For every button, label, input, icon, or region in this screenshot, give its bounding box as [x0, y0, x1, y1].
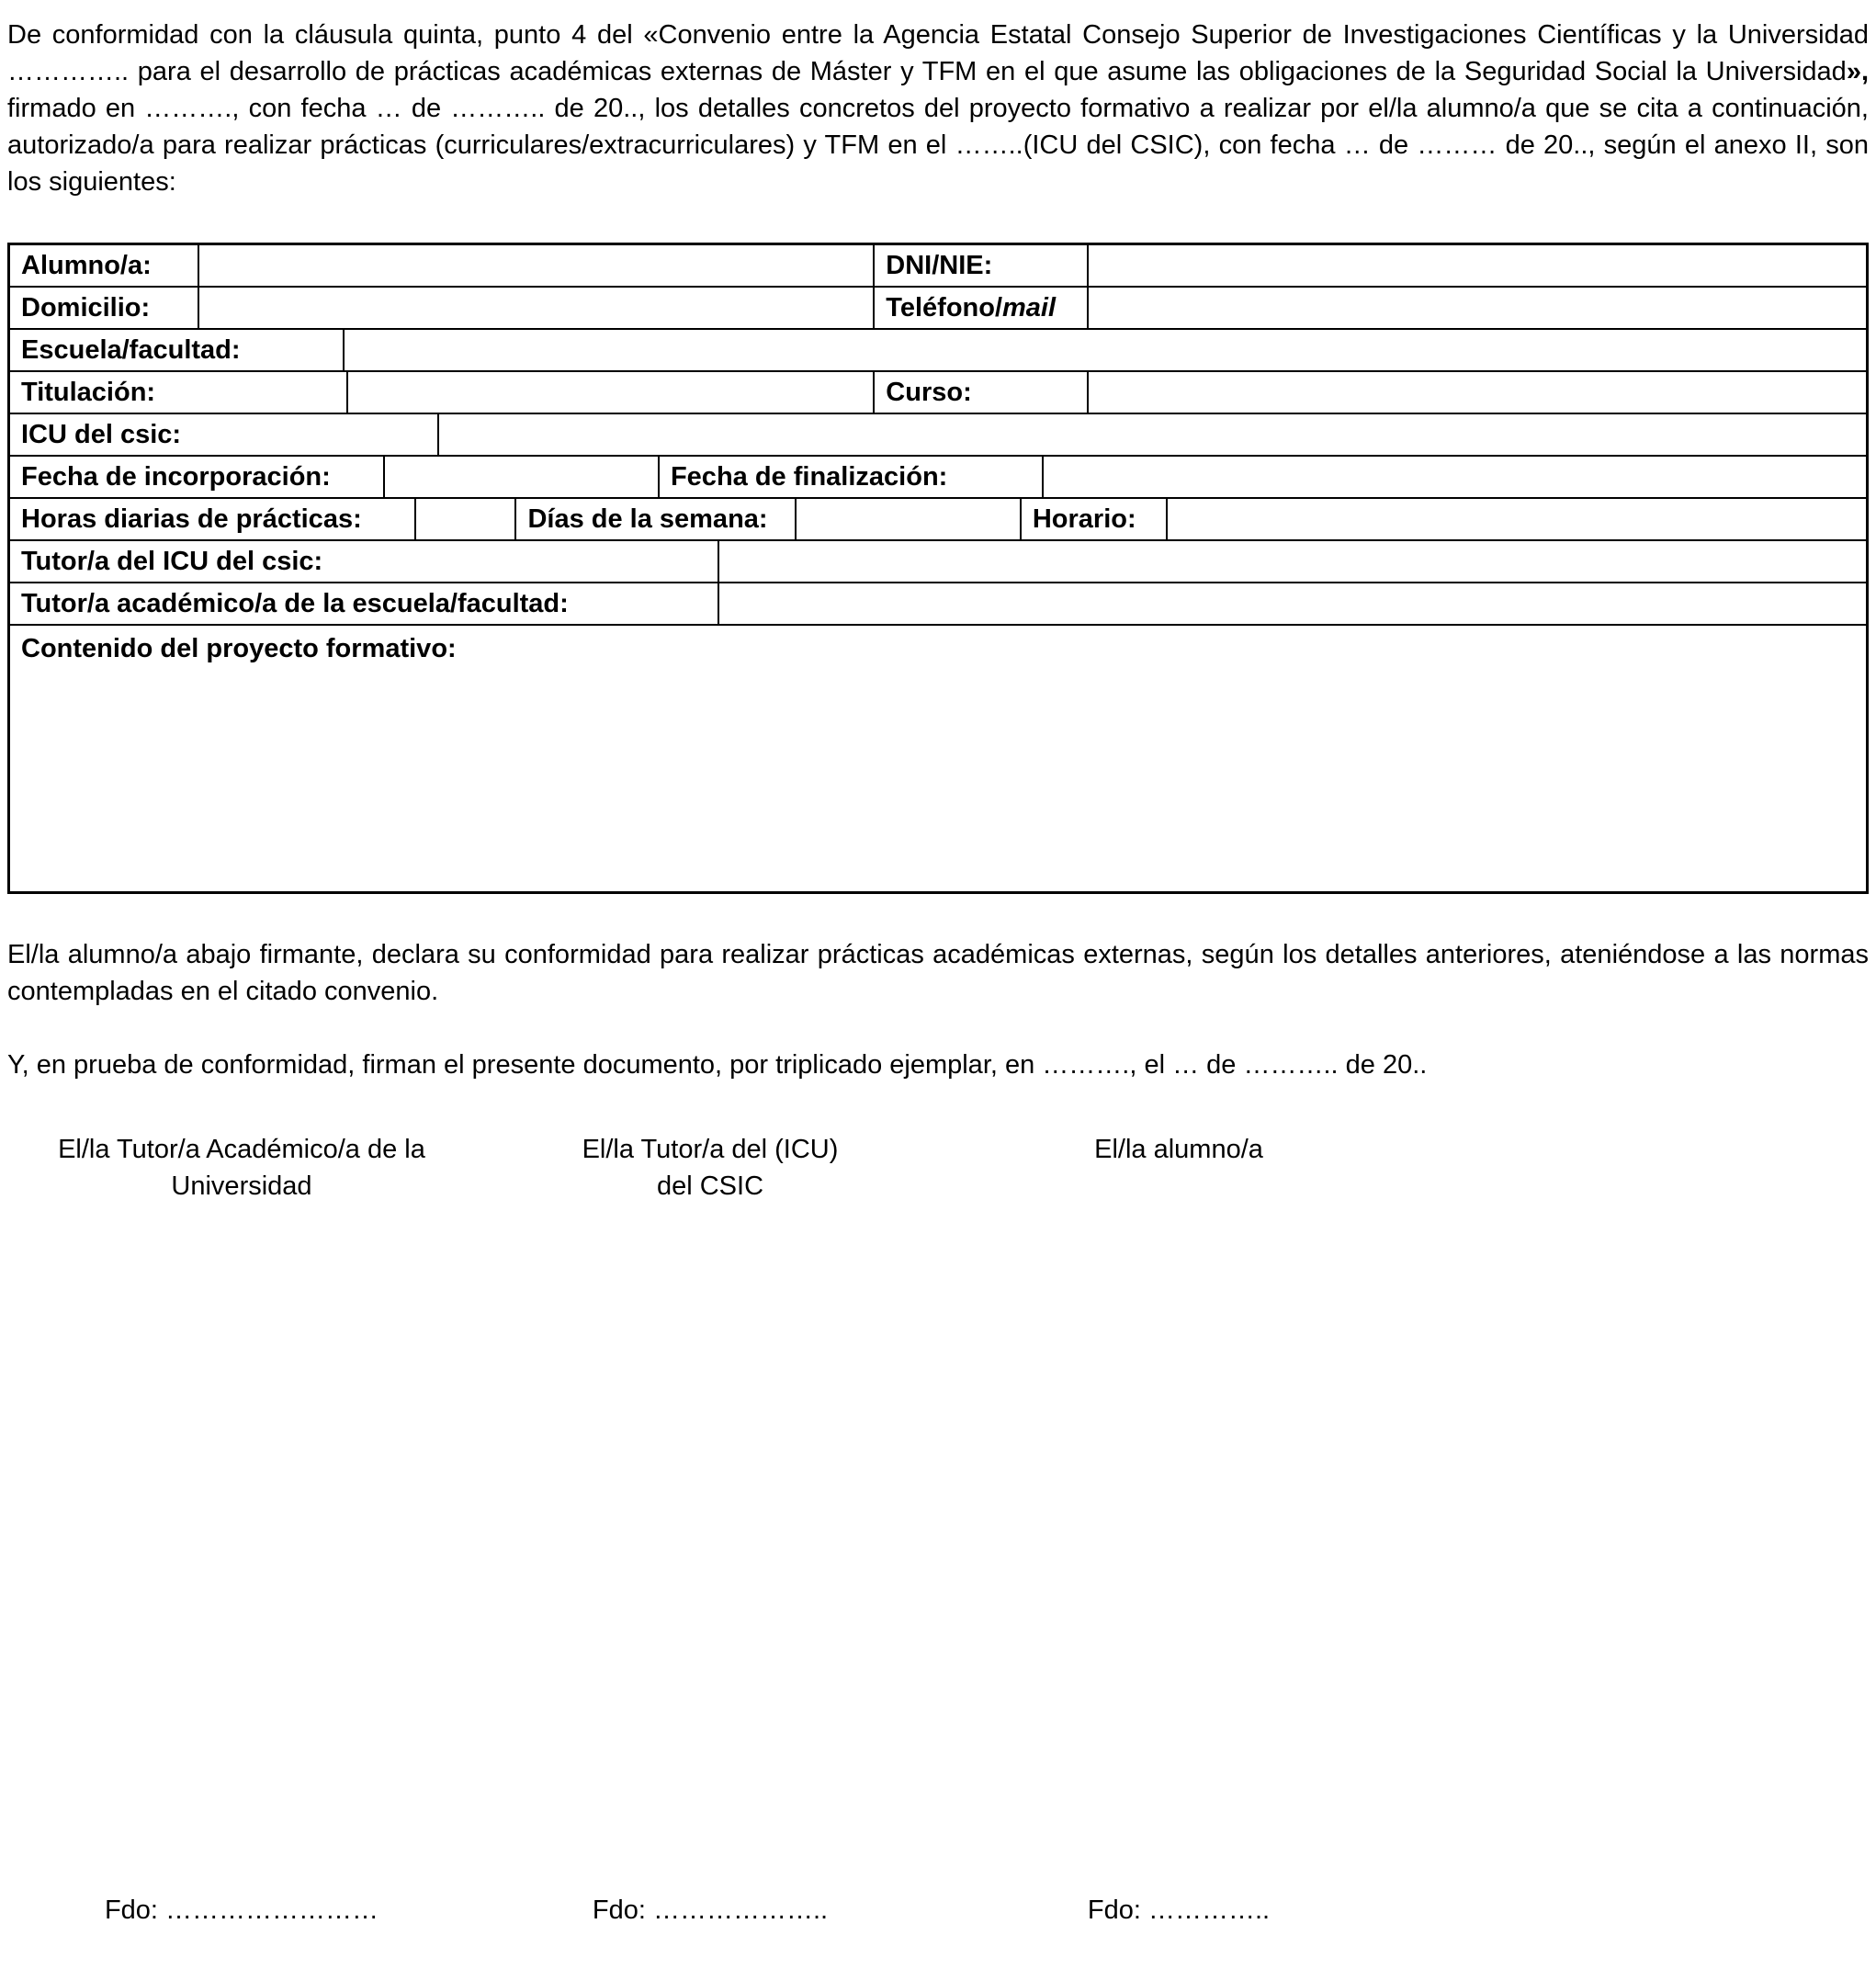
table-row-domicilio [10, 286, 1866, 328]
contenido-cell[interactable] [10, 626, 1866, 891]
fecha-incorporacion-label: Fecha de incorporación: [21, 462, 331, 492]
horario-label-cell [1020, 499, 1167, 539]
dias-value-cell[interactable] [795, 499, 1019, 539]
table-row-alumno [10, 245, 1866, 286]
contenido-label: Contenido del proyecto formativo: [21, 634, 457, 663]
escuela-label: Escuela/facultad: [21, 335, 241, 365]
curso-label-cell [873, 372, 1086, 413]
alumno-label: Alumno/a: [21, 251, 152, 280]
table-row-fechas [10, 455, 1866, 497]
tutor-academico-label: Tutor/a académico/a de la escuela/facultad: [21, 589, 569, 618]
tutor-academico-value-cell[interactable] [718, 583, 1866, 624]
curso-label: Curso: [886, 378, 972, 407]
fdo-alumno: Fdo: ………….. [1087, 1895, 1271, 1925]
telefono-label-mail: mail [1002, 293, 1057, 323]
domicilio-label-cell [10, 288, 198, 328]
signature-title-line: Universidad [171, 1171, 312, 1201]
alumno-value-cell[interactable] [198, 245, 873, 286]
signature-title-line: El/la Tutor/a Académico/a de la [58, 1135, 425, 1164]
horas-value-cell[interactable] [414, 499, 514, 539]
signature-titles-row [7, 1131, 1413, 1205]
signature-fdo-row [7, 1892, 1413, 1929]
dni-label: DNI/NIE: [886, 251, 993, 280]
signature-title-line: del CSIC [656, 1171, 764, 1201]
horario-label: Horario: [1032, 504, 1136, 534]
tutor-icu-label-cell [10, 541, 718, 582]
signature-title-alumno [944, 1131, 1413, 1205]
fecha-finalizacion-label: Fecha de finalización: [670, 462, 948, 492]
table-row-tutor-academico [10, 582, 1866, 624]
dni-label-cell [873, 245, 1086, 286]
icu-label-cell [10, 414, 437, 455]
signature-title-tutor-universidad [7, 1131, 476, 1205]
icu-value-cell[interactable] [437, 414, 1866, 455]
signature-section [7, 1131, 1413, 1929]
intro-text-2: firmado en ………., con fecha … de ……….. de 20.., los detalles concretos del proyecto formativo a realizar por el/la alumno/a que se cita a continuación, autorizado/a para realizar prácticas (curriculares/extracurriculares) y TFM en el ……..(ICU del CSIC), con fecha … de ……… de 20.., según el anexo II, son los siguientes: [7, 94, 1869, 197]
dias-label: Días de la semana: [527, 504, 768, 534]
escuela-label-cell [10, 330, 343, 370]
table-row-tutor-icu [10, 539, 1866, 582]
horas-label: Horas diarias de prácticas: [21, 504, 362, 534]
telefono-label: Teléfono/ [886, 293, 1003, 323]
declaration-paragraph: El/la alumno/a abajo firmante, declara su conformidad para realizar prácticas académicas externas, según los detalles anteriores, ateniéndose a las normas contempladas en el citado convenio. [7, 940, 1869, 1006]
intro-text-1: De conformidad con la cláusula quinta, punto 4 del «Convenio entre la Agencia Estatal Consejo Superior de Investigaciones Científicas y la Universidad ………….. para el desarrollo de prácticas académicas externas de Máster y TFM en el que asume las obligaciones de la Seguridad Social la Universidad [7, 20, 1869, 86]
horario-value-cell[interactable] [1166, 499, 1866, 539]
document-page [7, 17, 1869, 1929]
form-table [7, 243, 1869, 894]
telefono-label-cell [873, 288, 1086, 328]
titulacion-value-cell[interactable] [346, 372, 874, 413]
fdo-tutor-icu: Fdo: ……………….. [592, 1895, 829, 1925]
titulacion-label: Titulación: [21, 378, 156, 407]
telefono-value-cell[interactable] [1087, 288, 1866, 328]
tutor-icu-label: Tutor/a del ICU del csic: [21, 547, 323, 576]
dias-label-cell [514, 499, 795, 539]
intro-paragraph [7, 17, 1869, 200]
escuela-value-cell[interactable] [343, 330, 1866, 370]
closing-paragraph: Y, en prueba de conformidad, firman el presente documento, por triplicado ejemplar, en ………., el … de ……….. de 20.. [7, 1050, 1428, 1080]
fecha-incorporacion-value-cell[interactable] [383, 457, 658, 497]
tutor-icu-value-cell[interactable] [718, 541, 1866, 582]
table-row-horario [10, 497, 1866, 539]
fecha-finalizacion-value-cell[interactable] [1042, 457, 1866, 497]
table-row-escuela [10, 328, 1866, 370]
table-row-titulacion [10, 370, 1866, 413]
fdo-tutor-universidad: Fdo: …………………… [104, 1895, 379, 1925]
fecha-incorporacion-label-cell [10, 457, 383, 497]
signature-title-tutor-icu [476, 1131, 944, 1205]
signature-title-line: El/la Tutor/a del (ICU) [582, 1135, 839, 1164]
curso-value-cell[interactable] [1087, 372, 1866, 413]
icu-label: ICU del csic: [21, 420, 182, 449]
titulacion-label-cell [10, 372, 346, 413]
table-row-contenido [10, 624, 1866, 891]
table-row-icu [10, 413, 1866, 455]
dni-value-cell[interactable] [1087, 245, 1866, 286]
intro-bold-quote: », [1846, 57, 1869, 86]
alumno-label-cell [10, 245, 198, 286]
signature-title-line: El/la alumno/a [1094, 1135, 1263, 1164]
horas-label-cell [10, 499, 414, 539]
fecha-finalizacion-label-cell [658, 457, 1042, 497]
tutor-academico-label-cell [10, 583, 718, 624]
domicilio-value-cell[interactable] [198, 288, 873, 328]
domicilio-label: Domicilio: [21, 293, 151, 323]
